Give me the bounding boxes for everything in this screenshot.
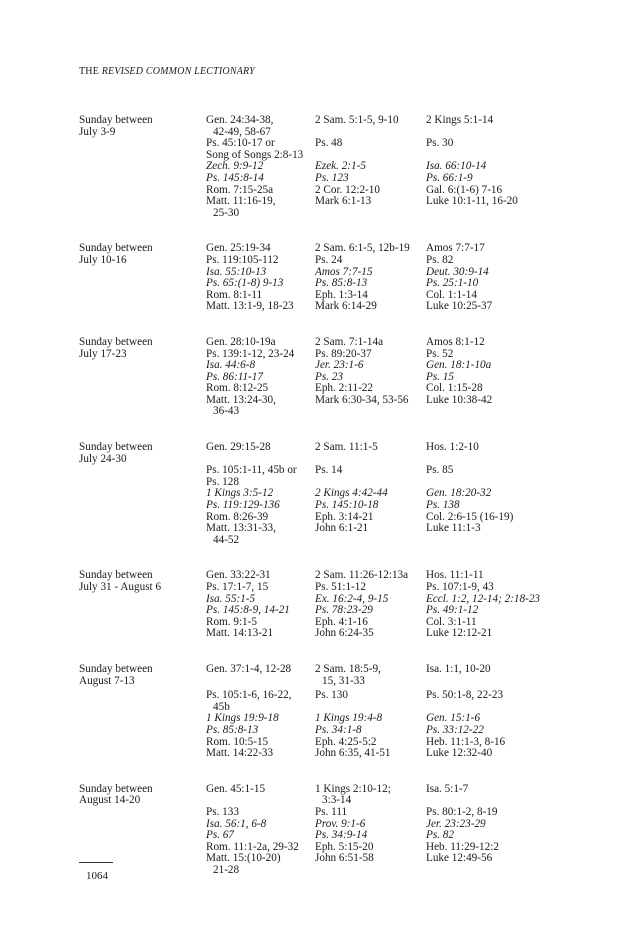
year-b-reading: 1 Kings 2:10-12; 3:3-14 [315, 782, 391, 807]
year-b-reading: Ps. 111 Prov. 9:1-6 Ps. 34:9-14 Eph. 5:15-20 John 6:51-58 [315, 805, 374, 865]
year-b-reading: Ezek. 2:1-5 [315, 160, 366, 173]
year-b-reading: 2 Sam. 5:1-5, 9-10 [315, 114, 399, 126]
year-c-reading: Isa. 5:1-7 [426, 782, 469, 795]
table-row [79, 337, 559, 418]
running-head-title: REVISED COMMON LECTIONARY [101, 66, 255, 77]
year-c-reading: 2 Kings 5:1-14 [426, 114, 494, 126]
year-c-reading: Hos. 11:1-11 Ps. 107:1-9, 43 Eccl. 1:2, 12-14; 2:18-23 Ps. 49:1-12 Col. 3:1-11 Luke 12:12-21 [426, 569, 541, 640]
year-c-reading: Isa. 1:1, 10-20 [426, 662, 491, 675]
year-a-reading: Ps. 105:1-11, 45b or Ps. 128 [206, 464, 297, 488]
year-a-reading: Gen. 45:1-15 [206, 782, 266, 795]
year-c-reading: Ps. 66:1-9 [426, 171, 473, 184]
year-b-reading: 1 Kings 19:4-8 Ps. 34:1-8 Eph. 4:25-5:2 John 6:35, 41-51 [315, 712, 391, 760]
year-c-reading: Ps. 80:1-2, 8-19 Jer. 23:23-29 Ps. 82 Heb. 11:29-12:2 Luke 12:49-56 [426, 805, 499, 865]
year-a-reading: Ps. 145:8-14 [206, 171, 264, 184]
table-row [79, 196, 559, 219]
running-head-prefix: THE [79, 66, 102, 77]
year-a-reading: Zech. 9:9-12 [206, 160, 264, 173]
year-c-reading: Isa. 66:10-14 [426, 160, 487, 173]
year-b-reading: 2 Kings 4:42-44 Ps. 145:10-18 Eph. 3:14-21 John 6:1-21 [315, 487, 388, 535]
year-a-reading: Gen. 33:22-31 Ps. 17:1-7, 15 Isa. 55:1-5 Ps. 145:8-9, 14-21 Rom. 9:1-5 Matt. 14:13-21 [206, 569, 290, 640]
year-a-reading: Ps. 133 Isa. 56:1, 6-8 Ps. 67 Rom. 11:1-2a, 29-32 Matt. 15:(10-20) 21-28 [206, 805, 299, 876]
table-row [79, 570, 559, 640]
year-a-reading: Matt. 11:16-19, 25-30 [206, 195, 276, 219]
table-row [79, 115, 559, 138]
lectionary-table [79, 115, 559, 876]
year-b-reading: Mark 6:1-13 [315, 195, 372, 208]
year-c-reading: Ps. 50:1-8, 22-23 [426, 689, 504, 702]
table-row [79, 807, 559, 877]
year-a-reading: 1 Kings 19:9-18 Ps. 85:8-13 Rom. 10:5-15 Matt. 14:22-33 [206, 712, 279, 760]
sunday-label: Sunday between July 3-9 [79, 114, 153, 138]
year-b-reading: 2 Sam. 11:26-12:13a Ps. 51:1-12 Ex. 16:2-4, 9-15 Ps. 78:23-29 Eph. 4:1-16 John 6:24-35 [315, 569, 409, 640]
table-row [79, 442, 559, 465]
year-b-reading: Ps. 130 [315, 689, 348, 702]
year-a-reading: Gen. 25:19-34 Ps. 119:105-112 Isa. 55:10-13 Ps. 65:(1-8) 9-13 Rom. 8:1-11 Matt. 13:1-9, 18-23 [206, 242, 294, 313]
year-b-reading: 2 Sam. 18:5-9, 15, 31-33 [315, 662, 381, 687]
year-c-reading: Gen. 18:20-32 Ps. 138 Col. 2:6-15 (16-19) Luke 11:1-3 [426, 487, 514, 535]
sunday-label: Sunday between July 31 - August 6 [79, 569, 162, 593]
sunday-label: Sunday between August 14-20 [79, 782, 153, 807]
table-row [79, 690, 559, 713]
year-b-reading: 2 Cor. 12:2-10 [315, 183, 380, 196]
year-a-reading: Gen. 24:34-38, 42-49, 58-67 [206, 114, 274, 138]
table-row [79, 138, 559, 161]
year-b-reading: Ps. 14 [315, 464, 343, 477]
year-a-reading: Gen. 29:15-28 [206, 441, 271, 454]
sunday-label: Sunday between July 17-23 [79, 335, 153, 360]
footer-rule [79, 862, 113, 863]
year-a-reading: 1 Kings 3:5-12 Ps. 119:129-136 Rom. 8:26-39 Matt. 13:31-33, 44-52 [206, 487, 280, 546]
year-c-reading: Luke 10:1-11, 16-20 [426, 195, 518, 208]
year-b-reading: 2 Sam. 11:1-5 [315, 441, 378, 454]
year-b-reading: Ps. 123 [315, 171, 349, 184]
table-row [79, 173, 559, 185]
year-a-reading: Gen. 28:10-19a Ps. 139:1-12, 23-24 Isa. 44:6-8 Ps. 86:11-17 Rom. 8:12-25 Matt. 13:24-30, 36-43 [206, 335, 295, 418]
year-c-reading: Ps. 85 [426, 464, 454, 477]
year-a-reading: Ps. 45:10-17 or Song of Songs 2:8-13 [206, 137, 304, 161]
year-c-reading: Gal. 6:(1-6) 7-16 [426, 183, 503, 196]
year-c-reading: Gen. 15:1-6 Ps. 33:12-22 Heb. 11:1-3, 8-16 Luke 12:32-40 [426, 712, 506, 760]
table-row [79, 713, 559, 759]
year-a-reading: Rom. 7:15-25a [206, 183, 274, 196]
page-number: 1064 [86, 870, 108, 882]
year-c-reading: Amos 8:1-12 Ps. 52 Gen. 18:1-10a Ps. 15 Col. 1:15-28 Luke 10:38-42 [426, 335, 493, 406]
table-row [79, 488, 559, 546]
year-c-reading: Hos. 1:2-10 [426, 441, 479, 454]
year-b-reading: 2 Sam. 7:1-14a Ps. 89:20-37 Jer. 23:1-6 Ps. 23 Eph. 2:11-22 Mark 6:30-34, 53-56 [315, 335, 409, 406]
year-b-reading: Ps. 48 [315, 137, 343, 150]
table-row [79, 243, 559, 313]
table-row [79, 784, 559, 807]
year-c-reading: Ps. 30 [426, 137, 454, 150]
table-row [79, 465, 559, 488]
year-c-reading: Amos 7:7-17 Ps. 82 Deut. 30:9-14 Ps. 25:1-10 Col. 1:1-14 Luke 10:25-37 [426, 242, 493, 313]
table-row [79, 664, 559, 687]
sunday-label: Sunday between July 10-16 [79, 242, 153, 266]
sunday-label: Sunday between August 7-13 [79, 662, 153, 687]
running-head [79, 66, 255, 77]
year-a-reading: Ps. 105:1-6, 16-22, 45b [206, 689, 292, 713]
year-a-reading: Gen. 37:1-4, 12-28 [206, 662, 292, 675]
sunday-label: Sunday between July 24-30 [79, 441, 153, 465]
year-b-reading: 2 Sam. 6:1-5, 12b-19 Ps. 24 Amos 7:7-15 Ps. 85:8-13 Eph. 1:3-14 Mark 6:14-29 [315, 242, 410, 313]
